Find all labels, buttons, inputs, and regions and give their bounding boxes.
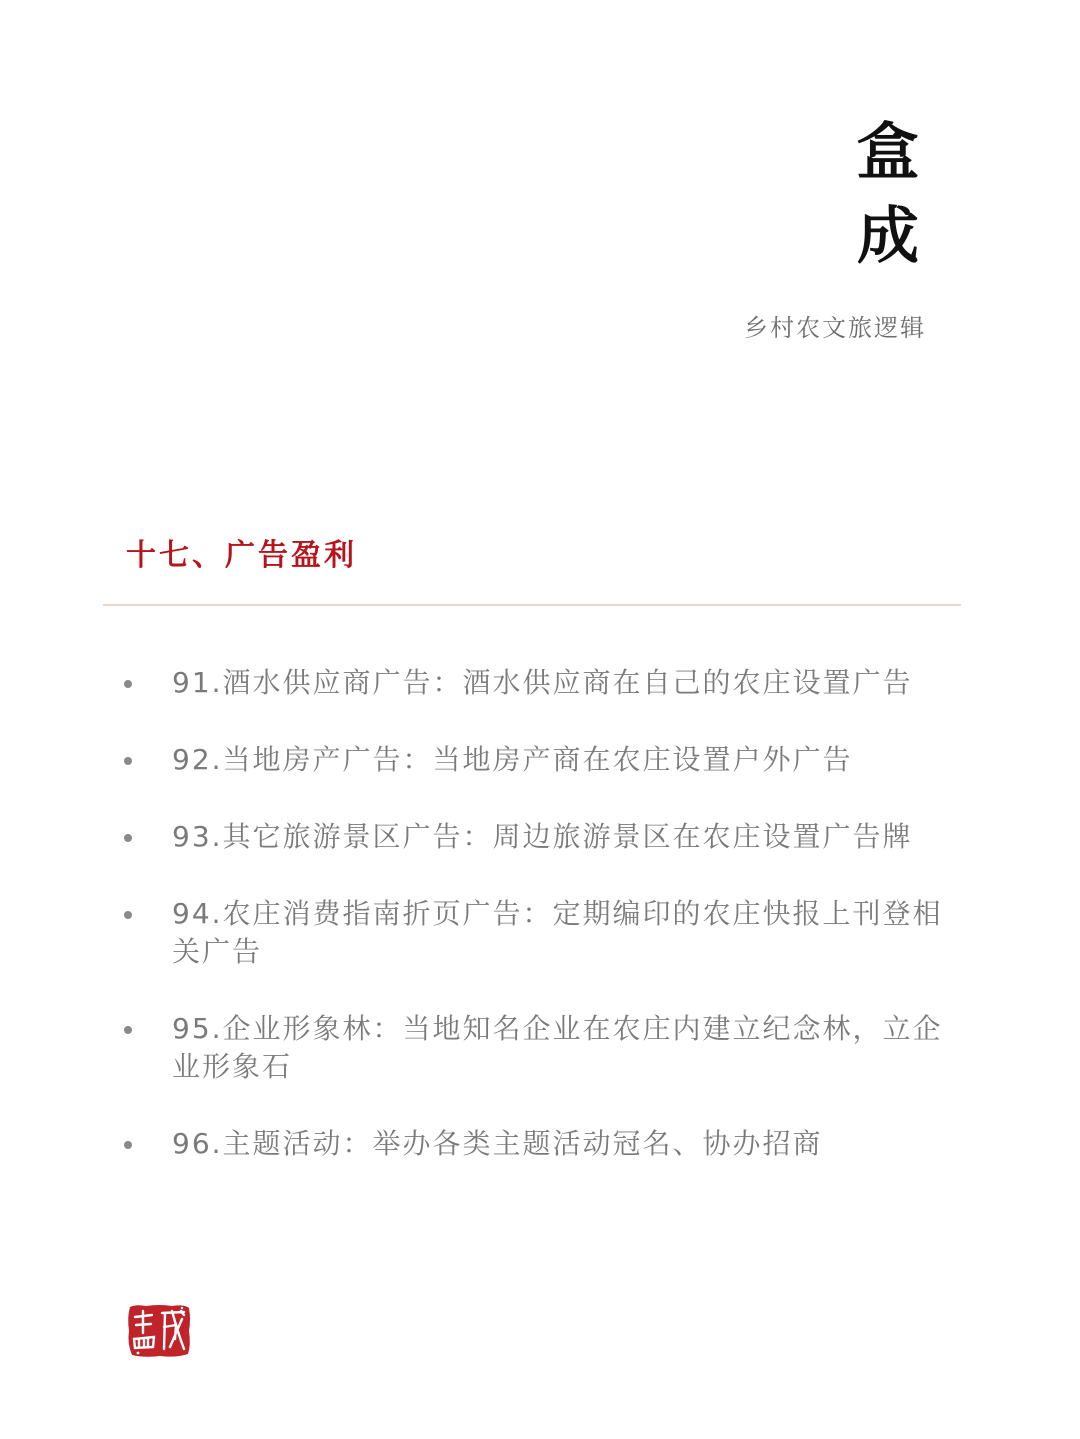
subtitle: 乡村农文旅逻辑 — [744, 314, 926, 342]
bullet-icon — [124, 911, 132, 919]
brand-char-2: 成 — [856, 199, 919, 272]
list-item-text: 95.企业形象林：当地知名企业在农庄内建立纪念林，立企业形象石 — [172, 1012, 943, 1083]
section-title: 十七、广告盈利 — [126, 538, 357, 573]
list-item-text: 94.农庄消费指南折页广告：定期编印的农庄快报上刊登相关广告 — [172, 897, 943, 968]
list-item-text: 93.其它旅游景区广告：周边旅游景区在农庄设置广告牌 — [172, 820, 913, 853]
list-item — [120, 741, 950, 779]
list-item — [120, 1125, 950, 1163]
section-divider — [103, 604, 961, 606]
bullet-icon — [124, 1026, 132, 1034]
list-item — [120, 818, 950, 856]
list-item — [120, 895, 950, 971]
list-item-text: 91.酒水供应商广告：酒水供应商在自己的农庄设置广告 — [172, 666, 913, 699]
bullet-icon — [124, 1141, 132, 1149]
brand-char-1: 盒 — [856, 115, 919, 188]
list-item-text: 96.主题活动：举办各类主题活动冠名、协办招商 — [172, 1127, 823, 1160]
list-item — [120, 664, 950, 702]
list-item — [120, 1010, 950, 1086]
seal-stamp-icon — [126, 1303, 192, 1359]
brand-title — [848, 110, 928, 278]
bullet-icon — [124, 680, 132, 688]
bullet-icon — [124, 834, 132, 842]
bullet-icon — [124, 757, 132, 765]
list-item-text: 92.当地房产广告：当地房产商在农庄设置户外广告 — [172, 743, 853, 776]
item-list — [120, 664, 950, 1202]
